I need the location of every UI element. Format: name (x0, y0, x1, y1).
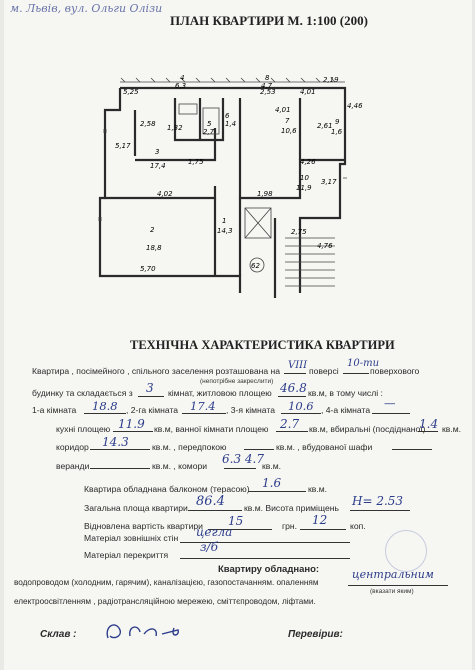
dimension-label: 2,53 (260, 88, 276, 96)
room-label (203, 120, 215, 136)
form-label: веранди (56, 461, 90, 471)
rooms-value: 3 (146, 381, 154, 395)
form-label: поверхового (370, 366, 420, 376)
room-label (217, 217, 233, 235)
corridor-value: 14.3 (102, 435, 129, 449)
form-label: 1-а кімната (32, 405, 77, 415)
dimension-label: 3,17 (321, 178, 337, 186)
svg-text:2,7: 2,7 (203, 128, 215, 136)
header-note: м. Львів, вул. Ольги Олізи (10, 2, 163, 15)
svg-text:14,3: 14,3 (217, 227, 233, 235)
svg-text:1: 1 (222, 217, 227, 225)
form-label: кв.м, в тому числі : (308, 388, 383, 398)
form-label: грн. (282, 521, 298, 531)
form-label: коп. (350, 521, 366, 531)
total-area-value: 86.4 (196, 494, 225, 509)
svg-text:10,6: 10,6 (281, 127, 297, 135)
dimension-label: 4,26 (300, 158, 316, 166)
svg-text:10: 10 (300, 174, 309, 182)
equip-sublabel: (вказати яким) (370, 588, 414, 595)
dimension-label: 5,70 (140, 265, 156, 273)
form-label: кв.м. (262, 461, 282, 471)
room-label (296, 174, 312, 192)
svg-text:4: 4 (180, 74, 185, 82)
svg-text:3: 3 (155, 148, 160, 156)
dimension-label: 4,76 (317, 242, 333, 250)
room3-value: 10.6 (288, 399, 314, 413)
form-label: будинку та складається з (32, 388, 133, 398)
form-label: кімнат, житловою площею (168, 388, 272, 398)
svg-text:8: 8 (265, 74, 270, 82)
form-label: поверсі (309, 366, 339, 376)
heating-value: центральним (352, 568, 434, 581)
dimension-label: 2,61 (317, 122, 333, 130)
form-label: кв.м, вбиральні (посдіднаної) (309, 424, 426, 434)
form-label: , 2-га кімната (126, 405, 179, 415)
pantry-value: 6.3 4.7 (222, 452, 264, 466)
kitchen-value: 11.9 (118, 417, 145, 431)
dimension-label: 5,25 (123, 88, 139, 96)
svg-text:6: 6 (225, 112, 230, 120)
room-label (225, 112, 236, 128)
dimension-label: 1,98 (257, 190, 273, 198)
stamp (385, 530, 427, 572)
room1-value: 18.8 (92, 399, 118, 413)
form-label: Матеріал зовнішніх стін (84, 533, 179, 543)
checked-label: Перевірив: (288, 629, 343, 640)
form-label: кв.м, ванної кімнати площею (154, 424, 269, 434)
floor-value: VIII (288, 360, 308, 371)
svg-text:1,6: 1,6 (331, 128, 343, 136)
room2-value: 17.4 (190, 399, 216, 413)
equip-title: Квартиру обладнано: (218, 564, 320, 575)
form-label: кв.м. (308, 484, 328, 494)
form-label: Квартира , посімейного , спільного заселення розташована на (32, 366, 281, 376)
equip-line1: водопроводом (холодним, гарячим), каналізацією, газопостачанням. опаленням (14, 578, 319, 587)
signed-label: Склав : (40, 629, 77, 640)
form-sublabel: (непотрібне закреслити) (200, 378, 274, 385)
svg-text:6,3: 6,3 (175, 82, 187, 90)
room-label (146, 226, 162, 252)
dimension-label: 5,17 (115, 142, 131, 150)
bath-value: 2.7 (280, 417, 300, 431)
svg-text:1,4: 1,4 (225, 120, 237, 128)
height-value: Н= 2.53 (352, 494, 404, 508)
section-title: ТЕХНІЧНА ХАРАКТЕРИСТИКА КВАРТИРИ (130, 338, 395, 352)
dimension-label: 4,02 (157, 190, 173, 198)
plan-title: ПЛАН КВАРТИРИ М. 1:100 (200) (170, 13, 368, 28)
dimension-label: 1,75 (188, 158, 204, 166)
form-label: Відновлена вартість квартири (84, 521, 203, 531)
svg-text:7: 7 (285, 117, 290, 125)
svg-text:2: 2 (150, 226, 155, 234)
equip-line2: електроосвітленням , радіотрансляційною мережею, сміттєпроводом, ліфтами. (14, 597, 316, 606)
form-label: кв.м. , передпокою (152, 442, 227, 452)
form-label: кв.м. , вбудованої шафи (276, 442, 373, 452)
form-label: , 4-а кімната (321, 405, 371, 415)
form-label: кв.м. (442, 424, 462, 434)
form-label: Загальна площа квартири (84, 503, 188, 513)
form-label: коридор (56, 442, 89, 452)
svg-text:9: 9 (335, 118, 340, 126)
room4-value: — (384, 396, 396, 410)
room-label (281, 117, 297, 135)
floors-value: 10-ти (347, 358, 380, 369)
svg-text:5: 5 (207, 120, 212, 128)
cost-kop-value: 12 (312, 513, 328, 527)
wc-value: 1.4 (419, 417, 439, 431)
form-label: Матеріал перекриття (84, 550, 169, 560)
form-label: , 3-я кімната (226, 405, 275, 415)
dimension-label: 2,19 (323, 76, 339, 84)
svg-text:18,8: 18,8 (146, 244, 162, 252)
floors-material-value: з/б (200, 540, 218, 554)
handwritten-signature (100, 616, 220, 646)
room-label (331, 118, 343, 136)
form-label: кухні площею (56, 424, 111, 434)
cost-uah-value: 15 (228, 514, 244, 528)
form-label: кв.м. Висота приміщень (244, 503, 339, 513)
dimension-label: 4,46 (347, 102, 363, 110)
walls-value: цегла (196, 525, 233, 539)
svg-text:17,4: 17,4 (150, 162, 166, 170)
dimension-label: 2,75 (291, 228, 307, 236)
svg-text:62: 62 (251, 262, 260, 270)
form-label: кв.м. , комори (152, 461, 208, 471)
dimension-label: 2,58 (140, 120, 156, 128)
dimension-label: 1,32 (167, 124, 183, 132)
balcony-value: 1.6 (262, 476, 282, 490)
floor-plan (95, 68, 363, 308)
dimension-label: 4,01 (300, 88, 316, 96)
form-label: Квартира обладнана балконом (терасою) (84, 484, 250, 494)
svg-text:11,9: 11,9 (296, 184, 312, 192)
living-area-value: 46.8 (280, 381, 307, 395)
room-label (175, 74, 186, 90)
dimension-label: 4,01 (275, 106, 291, 114)
svg-text:4,7: 4,7 (261, 82, 273, 90)
